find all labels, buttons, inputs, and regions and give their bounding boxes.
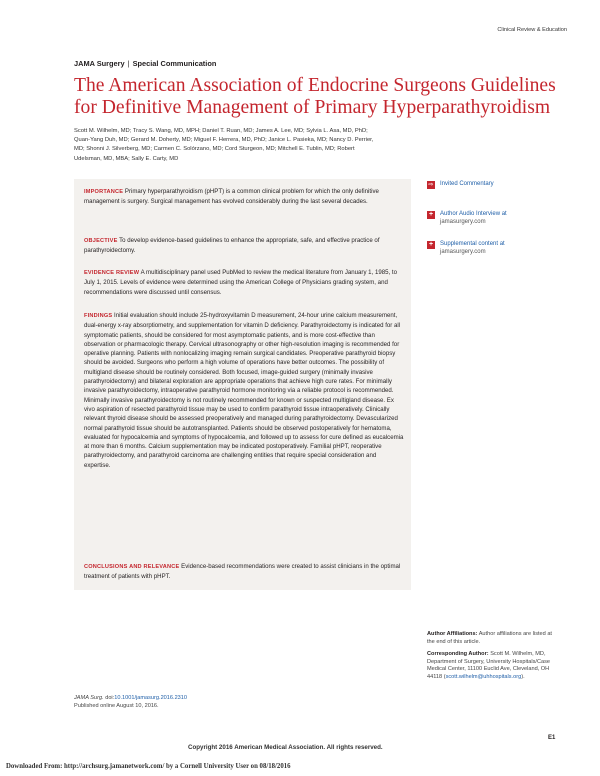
audio-interview-label[interactable]: Author Audio Interview at xyxy=(440,211,507,217)
citation-journal: JAMA Surg. xyxy=(74,695,104,701)
audio-interview-link[interactable] xyxy=(427,210,557,240)
conclusions-text: Evidence-based recommendations were created to assist clinicians in the optimal treatment of patients with pHPT. xyxy=(84,563,401,581)
author-affiliations xyxy=(427,631,555,682)
evidence-review-text: A multidisciplinary panel used PubMed to review the medical literature from January 1, 1985, to July 1, 2015. Levels of evidence were determined using the American College of Physicians grading system, and recommendations were discussed until consensus. xyxy=(84,269,397,296)
affiliations-label: Author Affiliations: xyxy=(427,631,478,637)
abstract-evidence-review xyxy=(84,268,404,297)
abstract-box xyxy=(74,179,411,590)
importance-label: IMPORTANCE xyxy=(84,189,124,195)
article-title: The American Association of Endocrine Surgeons Guidelines for Definitive Management of Primary Hyperparathyroidism xyxy=(74,75,556,118)
journal-line xyxy=(74,59,216,68)
abstract-findings xyxy=(84,311,404,470)
invited-commentary-link[interactable] xyxy=(427,180,557,210)
corresponding-author-text: Scott M. Wilhelm, MD, Department of Surgery, University Hospitals/Case Medical Center, 11100 Euclid Ave, Cleveland, OH 44118 ( xyxy=(427,651,551,680)
download-notice: Downloaded From: http://archsurg.jamanetwork.com/ by a Cornell University User on 08/18/2016 xyxy=(6,763,291,770)
audio-interview-site[interactable]: jamasurgery.com xyxy=(440,219,486,225)
corresponding-author-label: Corresponding Author: xyxy=(427,651,489,658)
arrow-icon: ⇨ xyxy=(428,182,434,188)
corresponding-author-email[interactable]: scott.wilhelm@uhhospitals.org xyxy=(445,673,522,680)
invited-commentary-label[interactable]: Invited Commentary xyxy=(440,181,494,187)
findings-text: Initial evaluation should include 25-hydroxyvitamin D measurement, 24-hour urine calcium measurement, dual-energy x-ray absorptiometry, and supplementation for vitamin D deficiency. Parathyroidectomy is indicated for all symptomatic patients, should be considered for most asymptomatic patients, and is more cost-effective than observation or pharmacologic therapy. Cervical ultrasonography or other high-resolution imaging is recommended for operative planning. Patients with nonlocalizing imaging remain surgical candidates. Preoperative parathyroid biopsy should be avoided. Surgeons who perform a high volume of operations have better outcomes. The possibility of multigland disease should be routinely considered. Both focused, image-guided surgery (minimally invasive parathyroidectomy) and bilateral exploration are appropriate operations that achieve high cure rates. For minimally invasive parathyroidectomy, intraoperative parathyroid hormone monitoring via a reliable protocol is recommended. Minimally invasive parathyroidectomy is not routinely recommended for known or suspected multigland disease. Ex vivo aspiration of resected parathyroid tissue may be used to confirm parathyroid tissue intraoperatively. Clinically relevant thyroid disease should be assessed preoperatively and managed during parathyroidectomy. Devascularized normal parathyroid tissue should be autotransplanted. Patients should be observed postoperatively for hematoma, evaluated for hypocalcemia and symptoms of hypocalcemia, and followed up to assess for cure defined as eucalcemia at more than 6 months. Calcium supplementation may be indicated postoperatively. Familial pHPT, reoperative parathyroidectomy, and parathyroid carcinoma are challenging entities that require special consideration and expertise. xyxy=(84,312,404,469)
objective-text: To develop evidence-based guidelines to enhance the appropriate, safe, and effective practice of parathyroidectomy. xyxy=(84,237,380,255)
copyright-notice: Copyright 2016 American Medical Association. All rights reserved. xyxy=(188,744,383,751)
article-type: Special Communication xyxy=(132,59,217,68)
conclusions-label: CONCLUSIONS AND RELEVANCE xyxy=(84,564,180,570)
author-list: Scott M. Wilhelm, MD; Tracy S. Wang, MD, MPH; Daniel T. Ruan, MD; James A. Lee, MD; Sylvia L. Asa, MD, PhD; Quan-Yang Duh, MD; Gerard M. Doherty, MD; Miguel F. Herrera, MD, PhD; Janice L. Pasieka, MD; Nancy D. Perrier, MD; Shonni J. Silverberg, MD; Carmen C. Solórzano, MD; Cord Sturgeon, MD; Mitchell E. Tublin, MD; Robert Udelsman, MD, MBA; Sally E. Carty, MD xyxy=(74,128,374,162)
citation-published: Published online August 10, 2016. xyxy=(74,703,159,709)
citation xyxy=(74,694,314,710)
affiliations-text: Author affiliations are listed at the end of this article. xyxy=(427,631,552,645)
citation-doi[interactable]: 10.1001/jamasurg.2016.2310 xyxy=(114,695,188,701)
journal-name: JAMA Surgery xyxy=(74,59,125,68)
journal-separator: | xyxy=(127,59,130,68)
page-number: E1 xyxy=(548,735,556,741)
abstract-importance xyxy=(84,187,404,207)
findings-label: FINDINGS xyxy=(84,313,113,319)
importance-text: Primary hyperparathyroidism (pHPT) is a common clinical problem for which the only definitive management is surgery. Surgical management has evolved considerably during the last several decades. xyxy=(84,188,379,206)
plus-icon: + xyxy=(428,241,434,248)
objective-label: OBJECTIVE xyxy=(84,238,118,244)
citation-doi-label: doi: xyxy=(105,695,115,701)
evidence-review-label: EVIDENCE REVIEW xyxy=(84,270,140,276)
section-tag: Clinical Review & Education xyxy=(497,27,567,33)
abstract-conclusions xyxy=(84,562,404,582)
supplemental-content-label[interactable]: Supplemental content at xyxy=(440,241,505,247)
plus-icon: + xyxy=(428,211,434,218)
related-content-links xyxy=(427,180,557,270)
corresponding-author-close: ). xyxy=(521,673,525,680)
supplemental-content-link[interactable] xyxy=(427,240,557,270)
abstract-objective xyxy=(84,236,404,256)
supplemental-content-site[interactable]: jamasurgery.com xyxy=(440,249,486,255)
